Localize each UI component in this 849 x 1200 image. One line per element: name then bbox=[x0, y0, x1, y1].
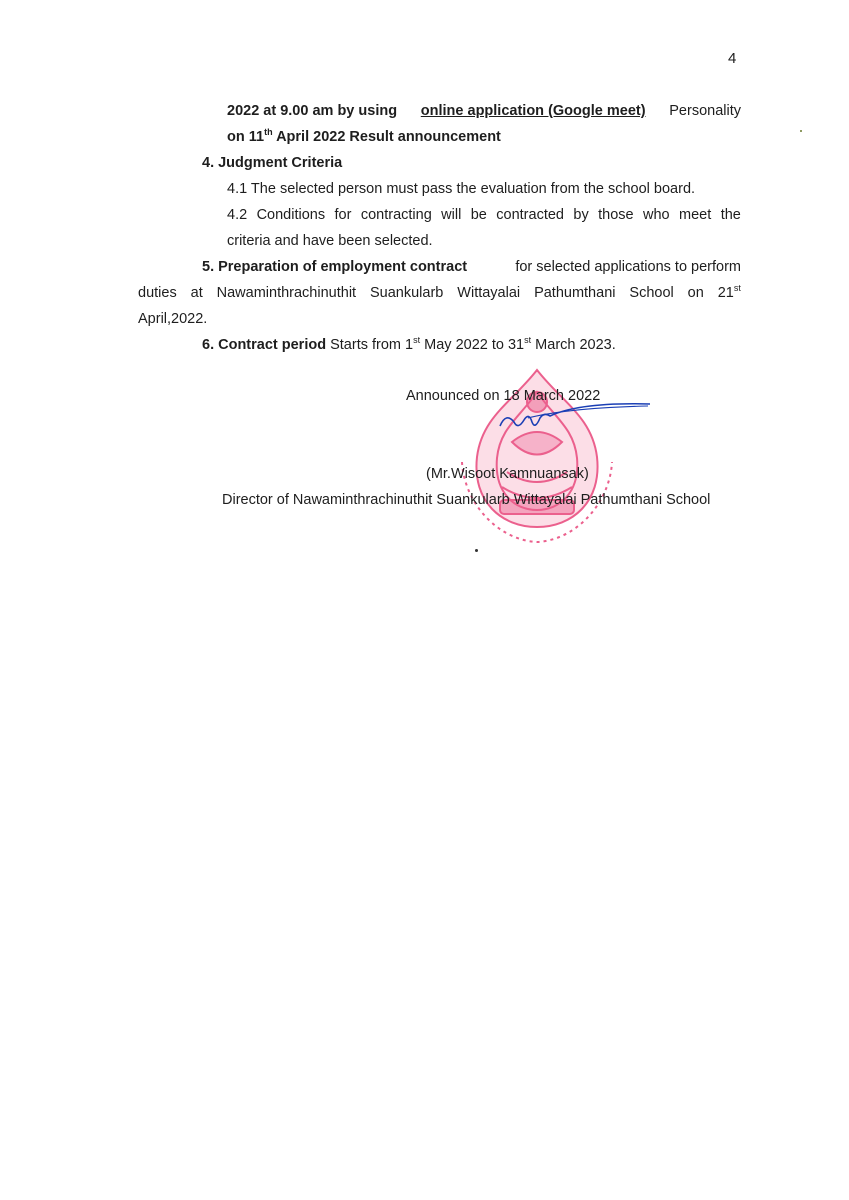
section-5-line-3: April,2022. bbox=[138, 311, 208, 327]
contract-period-heading: 6. Contract period bbox=[202, 337, 327, 353]
word: the bbox=[720, 207, 741, 223]
word: will bbox=[441, 207, 462, 223]
word: at bbox=[190, 285, 203, 301]
contract-period-line: 6. Contract period Starts from 1st May 2022 to 31st March 2023. bbox=[202, 335, 616, 353]
word: contracted bbox=[496, 207, 564, 223]
judgment-criteria-heading: 4. Judgment Criteria bbox=[202, 155, 343, 171]
section-5-line-2 bbox=[138, 283, 741, 303]
scan-speck bbox=[800, 130, 802, 132]
employment-contract-heading: 5. Preparation of employment contract bbox=[202, 259, 468, 275]
criteria-item-2 bbox=[227, 205, 741, 225]
word: on bbox=[687, 285, 704, 301]
section-5-line-1: 5. Preparation of employment contract for selected applications to perform bbox=[202, 259, 741, 275]
page-number: 4 bbox=[728, 50, 737, 67]
word: duties bbox=[138, 285, 177, 301]
scan-speck bbox=[475, 549, 478, 552]
word: by bbox=[573, 207, 589, 223]
word: who bbox=[643, 207, 670, 223]
word: those bbox=[598, 207, 634, 223]
word: meet bbox=[679, 207, 712, 223]
word: School bbox=[629, 285, 674, 301]
word: Pathumthani bbox=[534, 285, 616, 301]
schedule-line-1 bbox=[227, 101, 741, 121]
schedule-text: 2022 at 9.00 am by using bbox=[227, 103, 398, 119]
signer-position: Director of Nawaminthrachinuthit Suankularb Wittayalai Pathumthani School bbox=[222, 492, 711, 508]
schedule-line-2: on 11th April 2022 Result announcement bbox=[227, 127, 501, 145]
word: contracting bbox=[360, 207, 432, 223]
word: be bbox=[470, 207, 487, 223]
word: 21st bbox=[717, 283, 741, 301]
criteria-item-2-cont: criteria and have been selected. bbox=[227, 233, 433, 249]
word: 4.2 bbox=[227, 207, 248, 223]
signer-name: (Mr.Wisoot Kamnuansak) bbox=[426, 466, 589, 482]
personality-text: Personality bbox=[669, 103, 741, 119]
word: Nawaminthrachinuthit bbox=[216, 285, 357, 301]
word: Conditions bbox=[256, 207, 326, 223]
announcement-date: Announced on 18 March 2022 bbox=[406, 388, 601, 404]
online-application-link[interactable]: online application (Google meet) bbox=[420, 103, 646, 119]
word: Wittayalai bbox=[457, 285, 521, 301]
word: for bbox=[334, 207, 352, 223]
criteria-item-1: 4.1 The selected person must pass the evaluation from the school board. bbox=[227, 181, 696, 197]
word: Suankularb bbox=[370, 285, 444, 301]
